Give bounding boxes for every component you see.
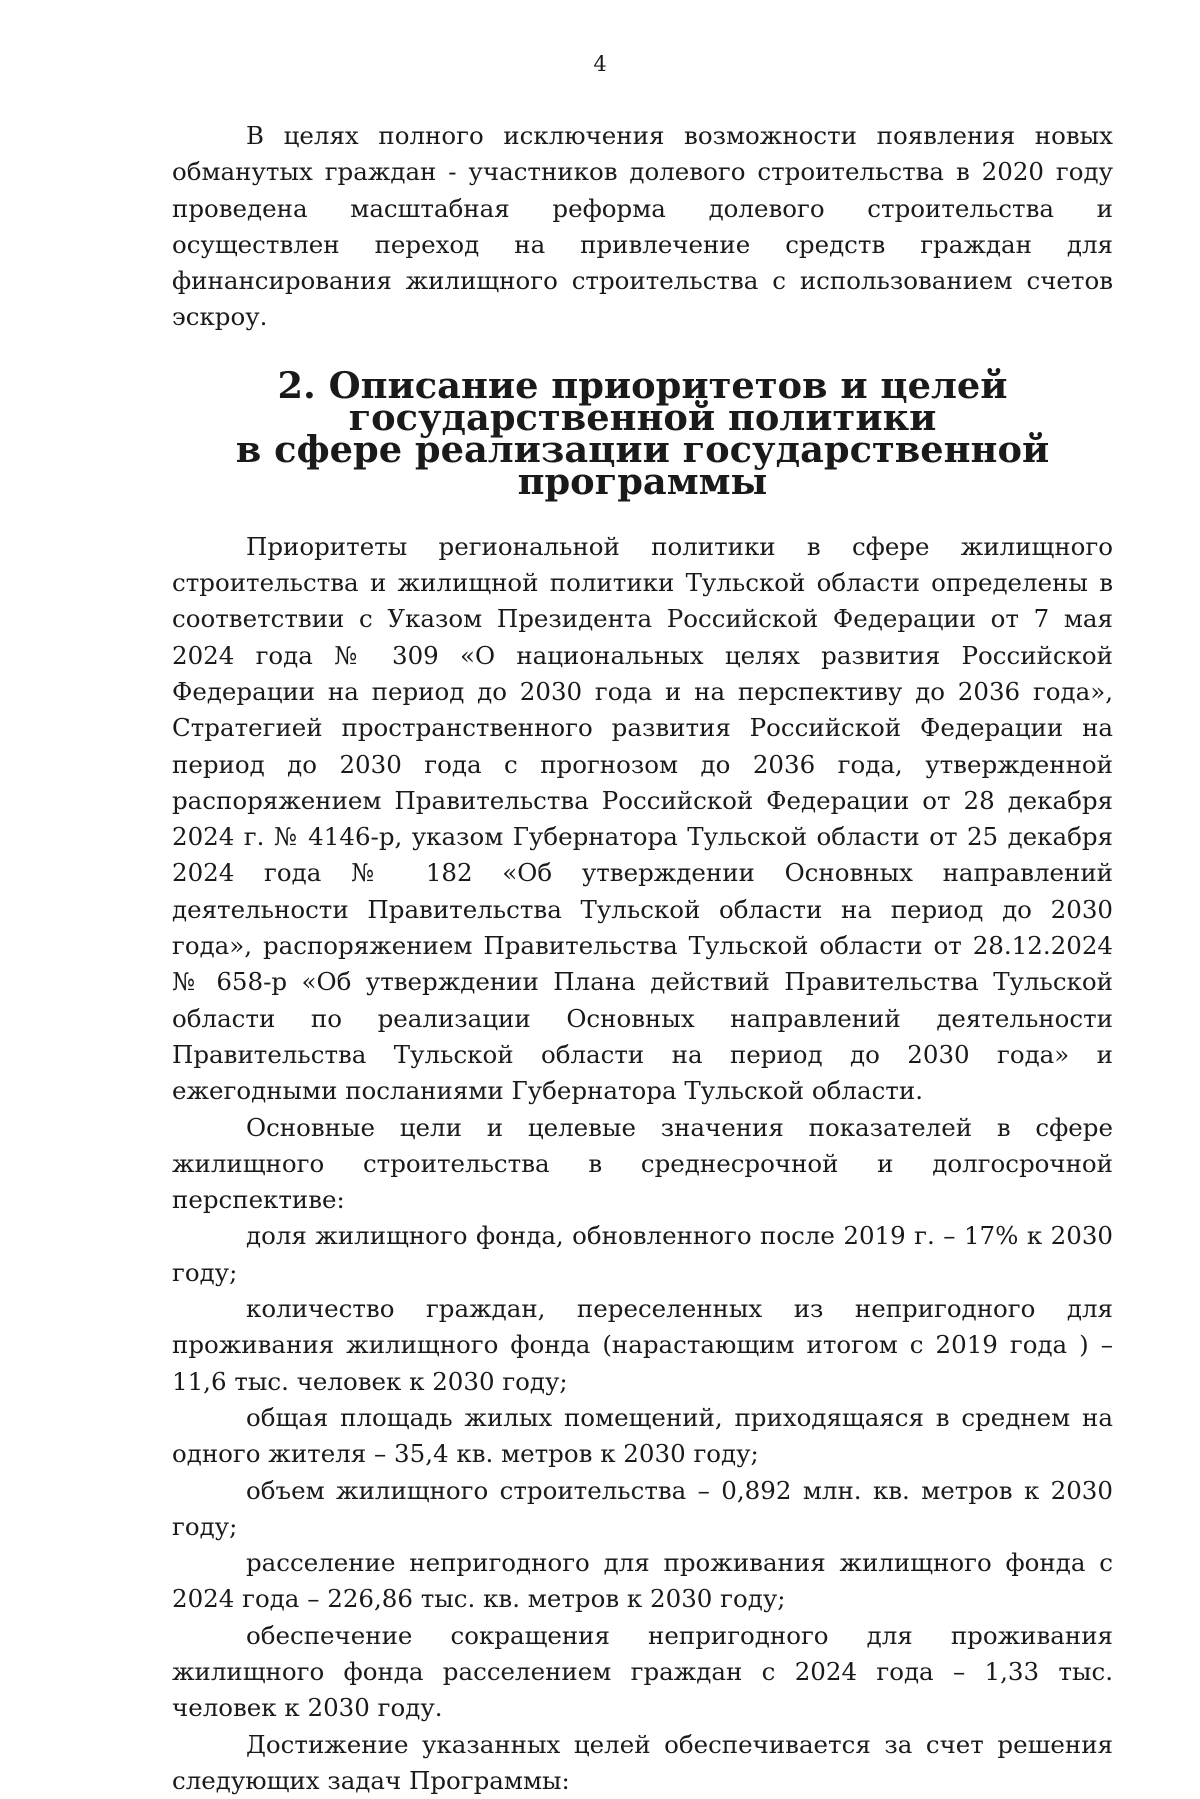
section-heading-line-2: в сфере реализации государственной программы [235, 426, 1050, 503]
page-content [172, 118, 1113, 1799]
section-heading [172, 362, 1113, 503]
goal-item-resettled-citizens: количество граждан, переселенных из непригодного для проживания жилищного фонда (нарастающим итогом с 2019 года ) – 11,6 тыс. человек к 2030 году; [172, 1294, 1113, 1396]
tasks-intro-paragraph: Достижение указанных целей обеспечивается за счет решения следующих задач Программы: [172, 1729, 1113, 1795]
page-number: 4 [593, 52, 607, 76]
goal-item-unfit-housing-area: расселение непригодного для проживания жилищного фонда с 2024 года – 226,86 тыс. кв. метров к 2030 году; [172, 1548, 1113, 1614]
goal-item-construction-volume: объем жилищного строительства – 0,892 млн. кв. метров к 2030 году; [172, 1475, 1113, 1541]
intro-paragraph: В целях полного исключения возможности появления новых обманутых граждан - участников долевого строительства в 2020 году проведена масштабная реформа долевого строительства и осуществлен переход на привлечение средств граждан для финансирования жилищного строительства с использованием счетов эскроу. [172, 121, 1113, 332]
goal-item-housing-renewal: доля жилищного фонда, обновленного после 2019 г. – 17% к 2030 году; [172, 1221, 1113, 1287]
goal-item-unfit-housing-reduction: обеспечение сокращения непригодного для проживания жилищного фонда расселением граждан с 2024 года – 1,33 тыс. человек к 2030 году. [172, 1620, 1113, 1723]
priorities-paragraph: Приоритеты региональной политики в сфере жилищного строительства и жилищной политики Тульской области определены в соответствии с Указом Президента Российской Федерации от 7 мая 2024 года № 309 «О национальных целях развития Российской Федерации на период до 2030 года и на перспективу до 2036 года», Стратегией пространственного развития Российской Федерации на период до 2030 года с прогнозом до 2036 года, утвержденной распоряжением Правительства Российской Федерации от 28 декабря 2024 г. № 4146-р, указом Губернатора Тульской области от 25 декабря 2024 года № 182 «Об утверждении Основных направлений деятельности Правительства Тульской области на период до 2030 года», распоряжением Правительства Тульской области от 28.12.2024 № 658-р «Об утверждении Плана действий Правительства Тульской области по реализации Основных направлений деятельности Правительства Тульской области на период до 2030 года» и ежегодными посланиями Губернатора Тульской области. [172, 531, 1113, 1106]
goal-item-living-area: общая площадь жилых помещений, приходящаяся в среднем на одного жителя – 35,4 кв. метров к 2030 году; [172, 1402, 1113, 1469]
section-heading-line-1: 2. Описание приоритетов и целей государственной политики [277, 362, 1008, 439]
goals-intro-paragraph: Основные цели и целевые значения показателей в сфере жилищного строительства в среднесрочной и долгосрочной перспективе: [172, 1112, 1113, 1215]
